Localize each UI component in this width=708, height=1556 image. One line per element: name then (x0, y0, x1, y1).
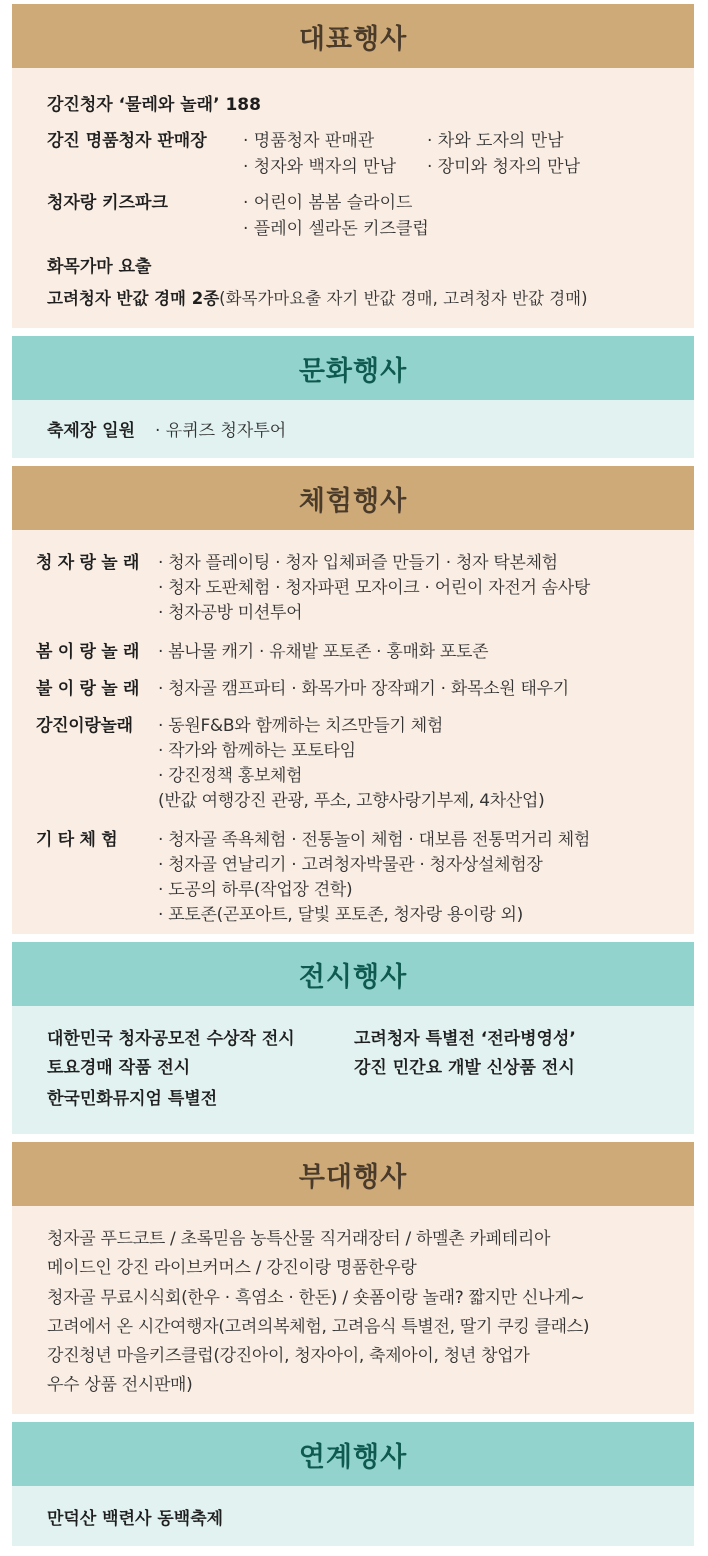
experience-line: · 강진정책 홍보체험 (158, 766, 303, 786)
experience-line: · 도공의 하루(작업장 견학) (158, 880, 353, 900)
experience-line: · 청자골 연날리기 · 고려청자박물관 · 청자상설체험장 (158, 855, 543, 875)
event-label: 고려청자 반값 경매 2종 (47, 289, 220, 308)
section-culture-events (12, 336, 694, 458)
side-event-line: 강진청년 마을키즈클럽(강진아이, 청자아이, 축제아이, 청년 창업가 (47, 1346, 530, 1366)
event-entry: · 장미와 청자의 만남 (427, 157, 580, 177)
experience-line: · 청자골 족욕체험 · 전통놀이 체험 · 대보름 전통먹거리 체험 (158, 830, 591, 850)
experience-line: · 청자골 캠프파티 · 화목가마 장작패기 · 화목소원 태우기 (158, 679, 569, 699)
side-event-line: 우수 상품 전시판매) (47, 1375, 193, 1395)
section-title: 체험행사 (12, 466, 694, 530)
experience-line: · 청자 도판체험 · 청자파편 모자이크 · 어린이 자전거 솜사탕 (158, 578, 591, 598)
section-title: 연계행사 (12, 1422, 694, 1486)
exhibition-item: 강진 민간요 개발 신상품 전시 (354, 1058, 575, 1078)
side-event-line: 청자골 푸드코트 / 초록믿음 농특산물 직거래장터 / 하멜촌 카페테리아 (47, 1229, 551, 1249)
side-event-line: 메이드인 강진 라이브커머스 / 강진이랑 명품한우랑 (47, 1258, 417, 1278)
section-body (12, 1206, 694, 1414)
linked-event-item: 만덕산 백련사 동백축제 (47, 1509, 224, 1529)
side-event-line: 고려에서 온 시간여행자(고려의복체험, 고려음식 특별전, 딸기 쿠킹 클래스) (47, 1317, 590, 1337)
section-body (12, 1006, 694, 1134)
event-label: 청자랑 키즈파크 (47, 193, 168, 213)
auction-line (47, 288, 588, 310)
event-entry: · 어린이 봄봄 슬라이드 (243, 193, 413, 213)
experience-line: · 청자공방 미션투어 (158, 603, 303, 623)
experience-line: · 청자 플레이팅 · 청자 입체퍼즐 만들기 · 청자 탁본체험 (158, 553, 558, 573)
exhibition-item: 한국민화뮤지엄 특별전 (47, 1089, 218, 1109)
section-title: 부대행사 (12, 1142, 694, 1206)
event-detail: (화목가마요출 자기 반값 경매, 고려청자 반값 경매) (219, 289, 588, 308)
experience-line: · 작가와 함께하는 포토타임 (158, 741, 356, 761)
section-experience-events (12, 466, 694, 934)
event-entry: · 청자와 백자의 만남 (243, 157, 396, 177)
section-body (12, 530, 694, 934)
exhibition-item: 토요경매 작품 전시 (47, 1058, 191, 1078)
experience-line: (반값 여행강진 관광, 푸소, 고향사랑기부제, 4차산업) (158, 791, 545, 811)
event-label: 화목가마 요출 (47, 257, 152, 277)
experience-label: 강진이랑놀래 (36, 716, 133, 736)
exhibition-item: 고려청자 특별전 ‘전라병영성’ (354, 1029, 576, 1049)
section-body (12, 400, 694, 458)
experience-label: 기 타 체 험 (36, 830, 118, 850)
event-entry: · 차와 도자의 만남 (427, 131, 564, 151)
experience-line: · 동원F&B와 함께하는 치즈만들기 체험 (158, 716, 444, 736)
side-event-line: 청자골 무료시식회(한우 · 흑염소 · 한돈) / 숏폼이랑 놀래? 짧지만 신나게~ (47, 1288, 585, 1308)
section-title: 문화행사 (12, 336, 694, 400)
event-entry: · 명품청자 판매관 (243, 131, 375, 151)
experience-line: · 봄나물 캐기 · 유채밭 포토존 · 홍매화 포토존 (158, 642, 489, 662)
section-body (12, 68, 694, 328)
event-label: 강진 명품청자 판매장 (47, 131, 207, 151)
experience-line: · 포토존(곤포아트, 달빛 포토존, 청자랑 용이랑 외) (158, 905, 523, 925)
section-linked-events (12, 1422, 694, 1546)
section-main-events (12, 4, 694, 328)
experience-label: 봄 이 랑 놀 래 (36, 642, 140, 662)
event-label: 강진청자 ‘물레와 놀래’ 188 (47, 95, 261, 115)
section-exhibition-events (12, 942, 694, 1134)
event-label: 축제장 일원 (47, 421, 136, 441)
section-title: 전시행사 (12, 942, 694, 1006)
section-title: 대표행사 (12, 4, 694, 68)
exhibition-item: 대한민국 청자공모전 수상작 전시 (47, 1029, 295, 1049)
event-entry: · 플레이 셀라돈 키즈클럽 (243, 219, 429, 239)
event-entry: · 유퀴즈 청자투어 (155, 421, 287, 441)
section-body (12, 1486, 694, 1546)
section-side-events (12, 1142, 694, 1414)
experience-label: 불 이 랑 놀 래 (36, 679, 140, 699)
experience-label: 청 자 랑 놀 래 (36, 553, 140, 573)
